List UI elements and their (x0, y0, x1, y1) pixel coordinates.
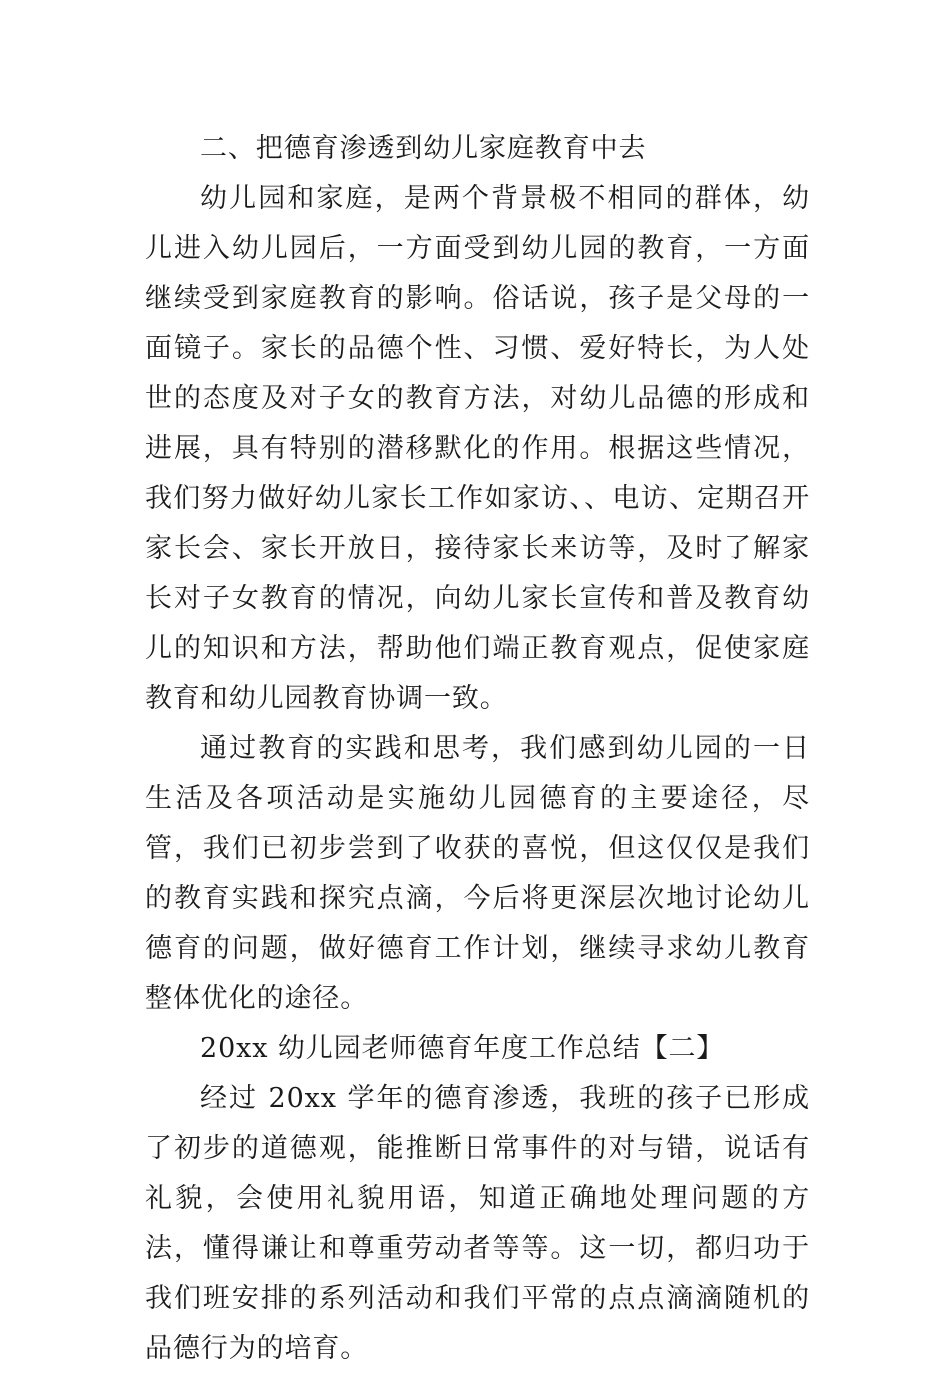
paragraph-reflection: 通过教育的实践和思考，我们感到幼儿园的一日生活及各项活动是实施幼儿园德育的主要途径，尽管，我们已初步尝到了收获的喜悦，但这仅仅是我们的教育实践和探究点滴，今后将更深层次地讨论幼儿德育的问题，做好德育工作计划，继续寻求幼儿教育整体优化的途径。 (145, 733, 810, 1014)
section-heading: 二、把德育渗透到幼儿家庭教育中去 (200, 133, 647, 164)
summary-title: 20xx 幼儿园老师德育年度工作总结【二】 (200, 1033, 725, 1064)
document-body (145, 124, 810, 1374)
paragraph-family-education: 幼儿园和家庭，是两个背景极不相同的群体，幼儿进入幼儿园后，一方面受到幼儿园的教育，一方面继续受到家庭教育的影响。俗话说，孩子是父母的一面镜子。家长的品德个性、习惯、爱好特长，为人处世的态度及对子女的教育方法，对幼儿品德的形成和进展，具有特别的潜移默化的作用。根据这些情况，我们努力做好幼儿家长工作如家访、、电访、定期召开家长会、家长开放日，接待家长来访等，及时了解家长对子女教育的情况，向幼儿家长宣传和普及教育幼儿的知识和方法，帮助他们端正教育观点，促使家庭教育和幼儿园教育协调一致。 (145, 183, 810, 714)
paragraph-summary: 经过 20xx 学年的德育渗透，我班的孩子已形成了初步的道德观，能推断日常事件的对与错，说话有礼貌，会使用礼貌用语，知道正确地处理问题的方法，懂得谦让和尊重劳动者等等。这一切，都归功于我们班安排的系列活动和我们平常的点点滴滴随机的品德行为的培育。 (145, 1083, 810, 1364)
